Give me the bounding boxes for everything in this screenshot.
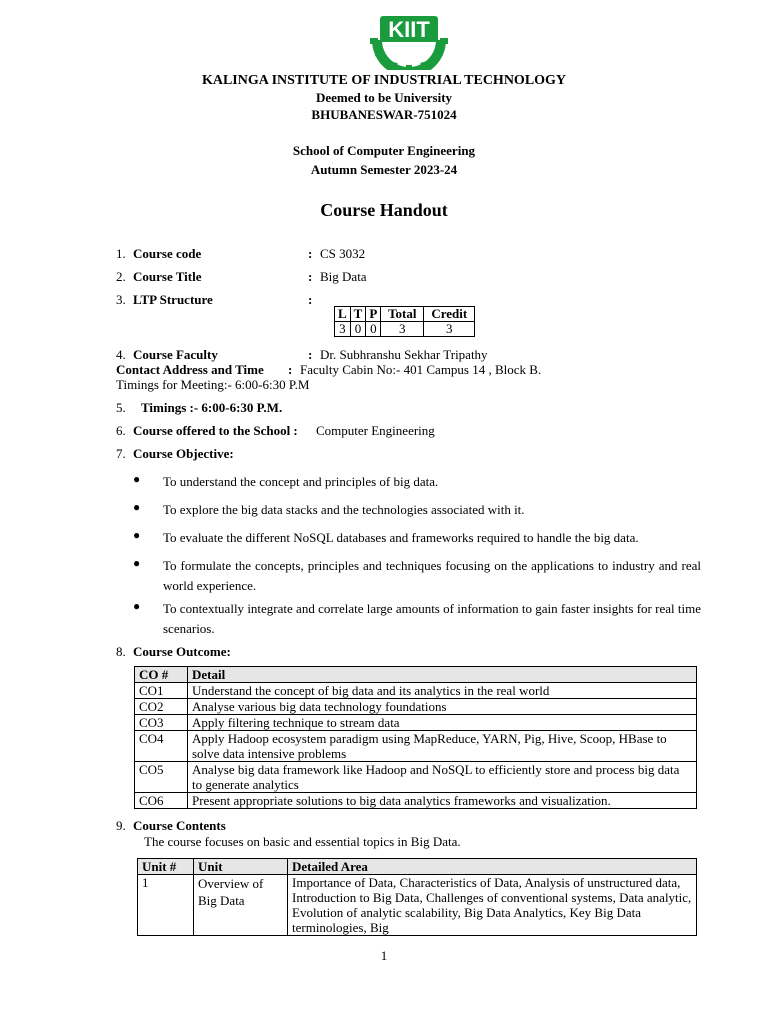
- colon: :: [308, 347, 313, 362]
- table-row: [135, 699, 697, 715]
- colon: :: [308, 292, 313, 307]
- item-objective: [116, 446, 126, 462]
- outcome-table: [134, 666, 697, 809]
- table-cell: Analyse big data framework like Hadoop and NoSQL to efficiently store and process big data to generate analytics: [188, 762, 697, 793]
- item-number: 5.: [116, 400, 126, 415]
- table-header-cell: Unit #: [138, 859, 194, 875]
- item-contents: [116, 818, 126, 834]
- contact-label: Contact Address and Time: [116, 362, 264, 377]
- item-number: 3.: [116, 292, 126, 307]
- table-header-cell: CO #: [135, 667, 188, 683]
- ltp-value-row: [335, 322, 475, 337]
- item-ltp: [116, 292, 126, 308]
- institute-city: BHUBANESWAR-751024: [311, 107, 457, 122]
- item-number: 2.: [116, 269, 126, 284]
- table-cell: CO4: [135, 731, 188, 762]
- bullet-icon: ●: [133, 556, 141, 570]
- course-title-value: Big Data: [320, 269, 367, 284]
- ltp-value-cell: 3: [424, 322, 475, 337]
- ltp-table: [334, 306, 475, 337]
- item-number: 8.: [116, 644, 126, 659]
- table-row: [135, 762, 697, 793]
- kiit-logo: [366, 10, 452, 70]
- ltp-label: LTP Structure: [133, 292, 213, 307]
- item-outcome: [116, 644, 126, 660]
- ltp-value-cell: 0: [350, 322, 366, 337]
- school-name: School of Computer Engineering: [292, 143, 476, 158]
- table-cell: CO3: [135, 715, 188, 731]
- ltp-header-cell: L: [335, 307, 351, 322]
- table-row: [135, 731, 697, 762]
- item-number: 6.: [116, 423, 126, 438]
- ltp-value-cell: 3: [381, 322, 424, 337]
- ltp-header-cell: Credit: [424, 307, 475, 322]
- ltp-header-cell: P: [366, 307, 381, 322]
- offered-to-value: Computer Engineering: [316, 423, 435, 438]
- table-cell: CO1: [135, 683, 188, 699]
- table-row: [135, 793, 697, 809]
- table-row: [135, 715, 697, 731]
- item-number: 1.: [116, 246, 126, 261]
- ltp-value-cell: 3: [335, 322, 351, 337]
- meeting-timings: Timings for Meeting:- 6:00-6:30 P.M: [116, 377, 310, 392]
- table-cell: Understand the concept of big data and its analytics in the real world: [188, 683, 697, 699]
- offered-to-label: Course offered to the School :: [133, 423, 298, 438]
- table-cell: Apply Hadoop ecosystem paradigm using MapReduce, YARN, Pig, Hive, Scoop, HBase to solve data intensive problems: [188, 731, 697, 762]
- item-number: 9.: [116, 818, 126, 833]
- table-header-cell: Detailed Area: [288, 859, 697, 875]
- item-course-code: [116, 246, 126, 262]
- table-cell: Importance of Data, Characteristics of Data, Analysis of unstructured data, Introduction to Big Data, Challenges of conventional systems, Data analytic, Evolution of analytic scalability, Big Data Analytics, Key Big Data terminologies, Big: [288, 875, 697, 936]
- table-row: [138, 875, 697, 936]
- timings-text: Timings :- 6:00-6:30 P.M.: [141, 400, 283, 415]
- semester: Autumn Semester 2023-24: [310, 162, 458, 177]
- ltp-header-cell: T: [350, 307, 366, 322]
- document-title: Course Handout: [320, 200, 448, 220]
- table-cell: 1: [138, 875, 194, 936]
- item-number: 7.: [116, 446, 126, 461]
- table-cell: CO2: [135, 699, 188, 715]
- colon: :: [288, 362, 293, 377]
- bullet-icon: ●: [133, 472, 141, 486]
- contents-description: The course focuses on basic and essential topics in Big Data.: [144, 834, 461, 849]
- table-header-cell: Unit: [194, 859, 288, 875]
- colon: :: [308, 269, 313, 284]
- table-cell: Overview of Big Data: [194, 875, 288, 936]
- contents-table: [137, 858, 697, 936]
- faculty-label: Course Faculty: [133, 347, 218, 362]
- course-code-label: Course code: [133, 246, 202, 261]
- table-row: [135, 683, 697, 699]
- table-cell: Present appropriate solutions to big data analytics frameworks and visualization.: [188, 793, 697, 809]
- table-cell: Analyse various big data technology foundations: [188, 699, 697, 715]
- colon: :: [308, 246, 313, 261]
- university-status: Deemed to be University: [315, 90, 453, 105]
- ltp-header-row: [335, 307, 475, 322]
- ltp-value-cell: 0: [366, 322, 381, 337]
- course-code-value: CS 3032: [320, 246, 366, 261]
- outcome-label: Course Outcome:: [133, 644, 231, 659]
- table-cell: Apply filtering technique to stream data: [188, 715, 697, 731]
- objective-label: Course Objective:: [133, 446, 234, 461]
- item-faculty: [116, 347, 126, 363]
- svg-text:KIIT: KIIT: [388, 17, 430, 42]
- table-cell: CO5: [135, 762, 188, 793]
- bullet-icon: ●: [133, 500, 141, 514]
- page-number: 1: [380, 948, 388, 963]
- item-offered-to: [116, 423, 126, 439]
- table-header-row: [135, 667, 697, 683]
- table-cell: CO6: [135, 793, 188, 809]
- faculty-value: Dr. Subhranshu Sekhar Tripathy: [320, 347, 488, 362]
- ltp-header-cell: Total: [381, 307, 424, 322]
- contents-label: Course Contents: [133, 818, 226, 833]
- item-course-title: [116, 269, 126, 285]
- bullet-icon: ●: [133, 599, 141, 613]
- course-title-label: Course Title: [133, 269, 202, 284]
- table-header-row: [138, 859, 697, 875]
- table-header-cell: Detail: [188, 667, 697, 683]
- item-timings: [116, 400, 126, 416]
- item-number: 4.: [116, 347, 126, 362]
- institute-name: KALINGA INSTITUTE OF INDUSTRIAL TECHNOLOGY: [201, 73, 567, 88]
- bullet-icon: ●: [133, 528, 141, 542]
- contact-value: Faculty Cabin No:- 401 Campus 14 , Block B.: [300, 362, 542, 377]
